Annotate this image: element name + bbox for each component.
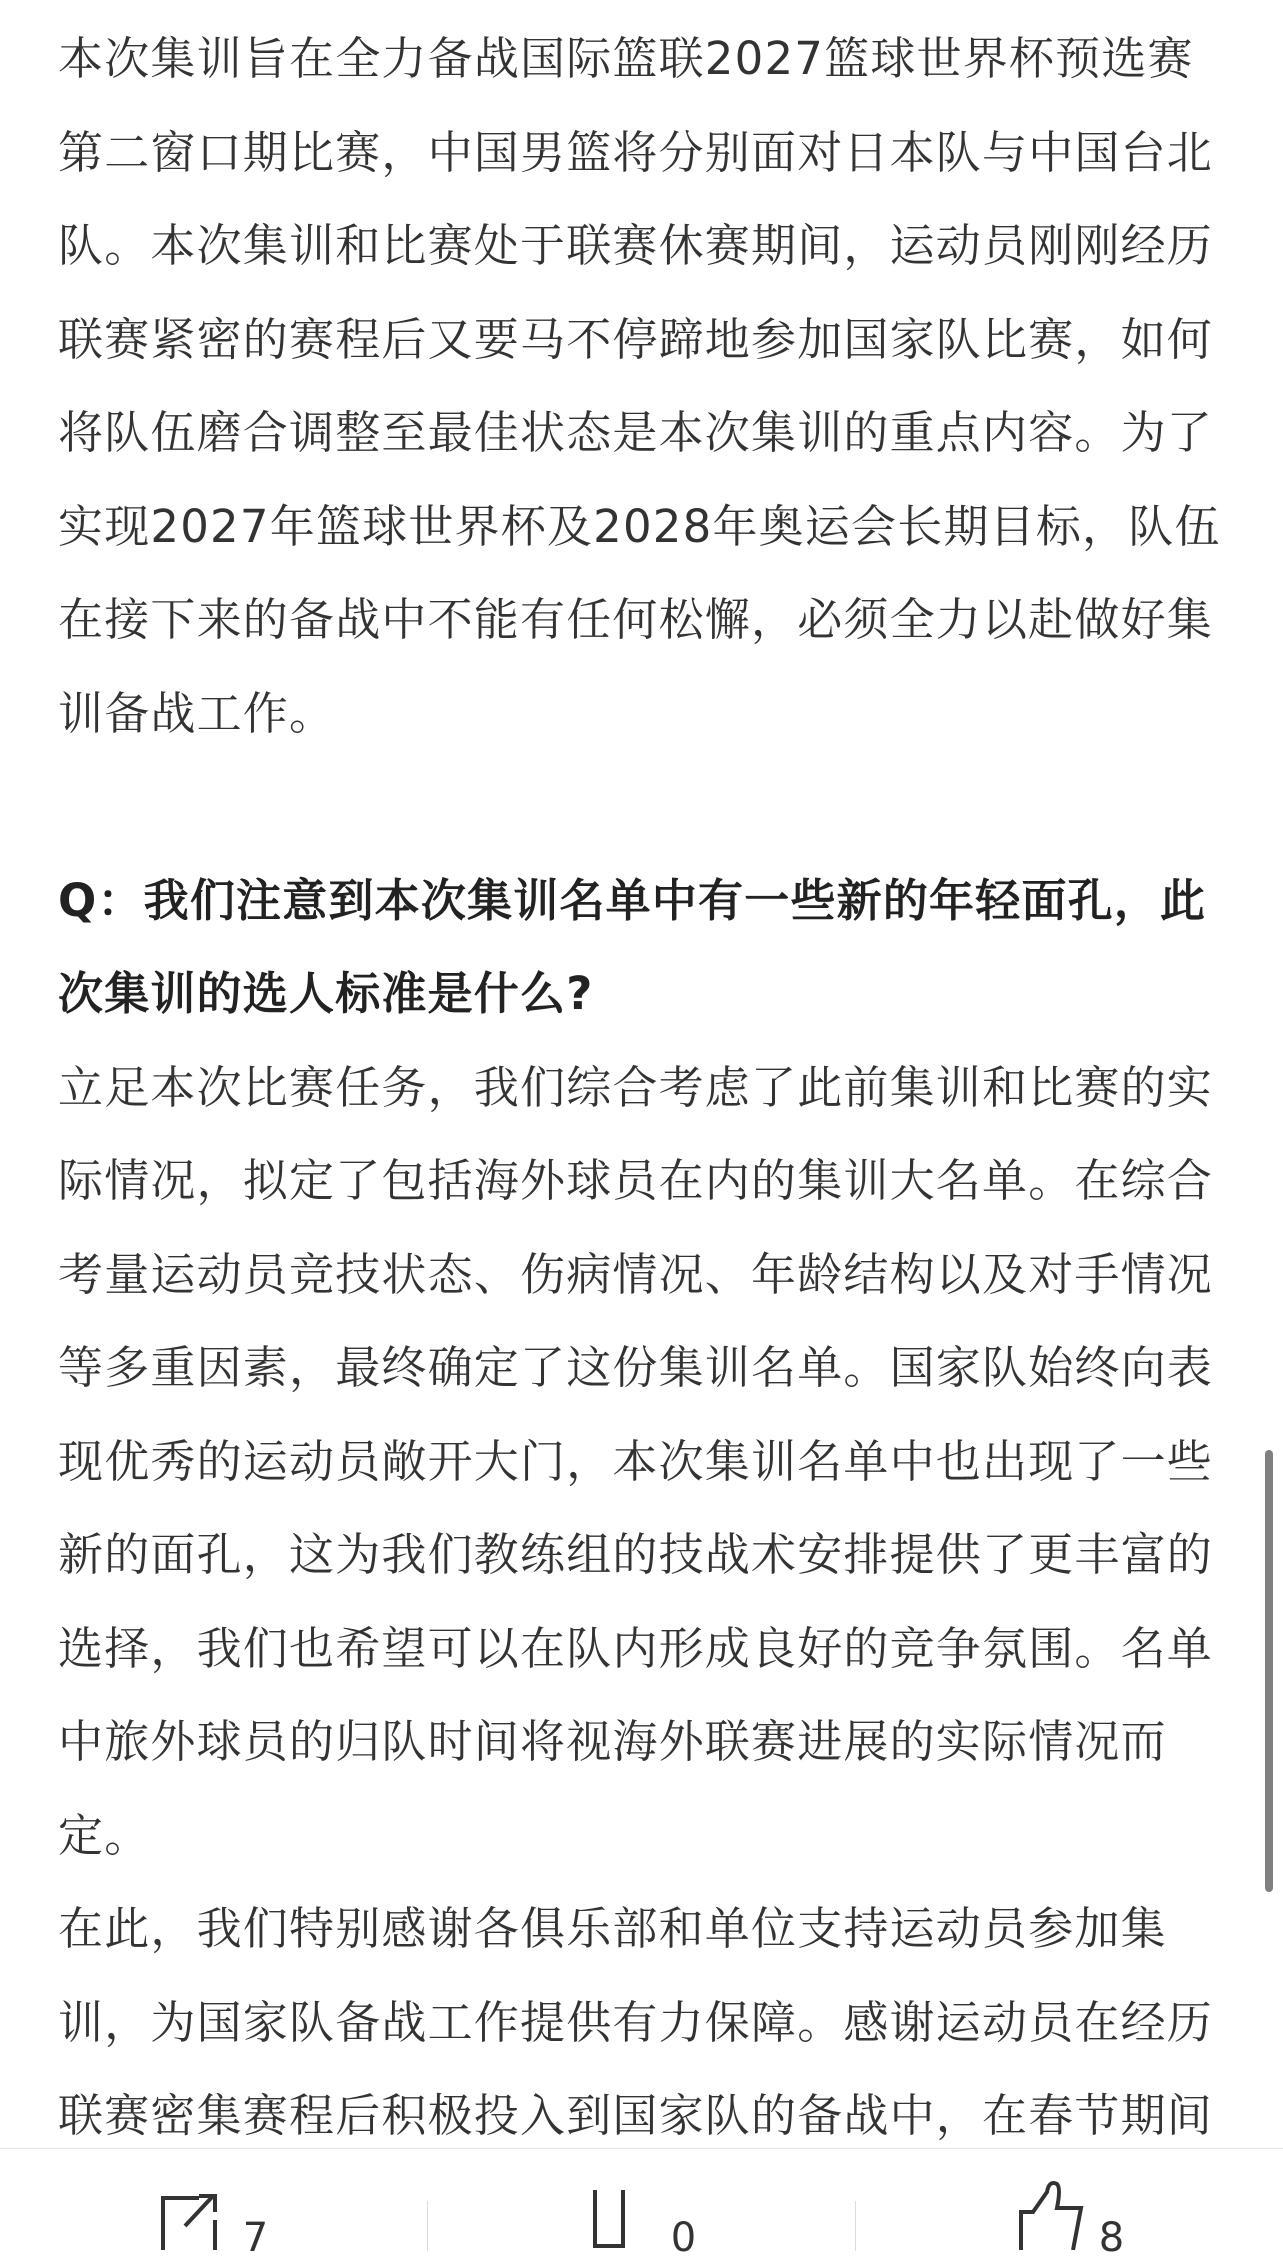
like-button[interactable] [856,2149,1283,2261]
article-body [58,12,1228,2163]
comment-button[interactable] [428,2149,855,2261]
text-line: 中旅外球员的归队时间将视海外联赛进展的实际情况而 [58,1715,1167,1768]
text-line: 选择，我们也希望可以在队内形成良好的竞争氛围。名单 [58,1621,1214,1675]
text-line: 联赛密集赛程后积极投入到国家队的备战中，在春节期间 [58,2089,1214,2142]
text-line: 在接下来的备战中不能有任何松懈，必须全力以赴做好集 [58,593,1214,646]
text-line: 定。 [58,1808,151,1862]
paragraph-1 [58,12,1228,760]
text-line: 训，为国家队备战工作提供有力保障。感谢运动员在经历 [58,1995,1214,2049]
question-heading [58,854,1228,1041]
text-line: 次集训的选人标准是什么? [58,967,594,1020]
text-line: 第二窗口期比赛，中国男篮将分别面对日本队与中国台北 [58,125,1214,179]
like-count: 8 [1098,2215,1125,2261]
text-line: 现优秀的运动员敞开大门，本次集训名单中也出现了一些 [58,1434,1214,1488]
text-line: 际情况，拟定了包括海外球员在内的集训大名单。在综合 [58,1154,1214,1207]
share-button[interactable] [0,2149,427,2261]
text-line: 队。本次集训和比赛处于联赛休赛期间，运动员刚刚经历 [58,219,1214,272]
scrollbar[interactable] [1265,1450,1273,1892]
text-line: 本次集训旨在全力备战国际篮联2027篮球世界杯预选赛 [58,32,1194,85]
share-count: 7 [242,2215,269,2261]
text-line: Q：我们注意到本次集训名单中有一些新的年轻面孔，此 [58,873,1207,927]
share-icon [159,2190,229,2250]
text-line: 实现2027年篮球世界杯及2028年奥运会长期目标，队伍 [58,499,1221,553]
comment-icon [587,2190,657,2250]
paragraph-2 [58,1041,1228,1883]
text-line: 等多重因素，最终确定了这份集训名单。国家队始终向表 [58,1341,1214,1394]
text-line: 新的面孔，这为我们教练组的技战术安排提供了更丰富的 [58,1528,1214,1581]
like-icon [1015,2180,1085,2250]
comment-count: 0 [670,2215,697,2261]
text-line: 训备战工作。 [58,686,336,740]
bottom-action-bar [0,2148,1283,2261]
text-line: 在此，我们特别感谢各俱乐部和单位支持运动员参加集 [58,1902,1167,1955]
text-line: 联赛紧密的赛程后又要马不停蹄地参加国家队比赛，如何 [58,312,1214,366]
text-line: 将队伍磨合调整至最佳状态是本次集训的重点内容。为了 [58,406,1214,459]
text-line: 考量运动员竞技状态、伤病情况、年龄结构以及对手情况 [58,1247,1214,1301]
paragraph-3 [58,1882,1228,2163]
text-line: 立足本次比赛任务，我们综合考虑了此前集训和比赛的实 [58,1060,1214,1114]
